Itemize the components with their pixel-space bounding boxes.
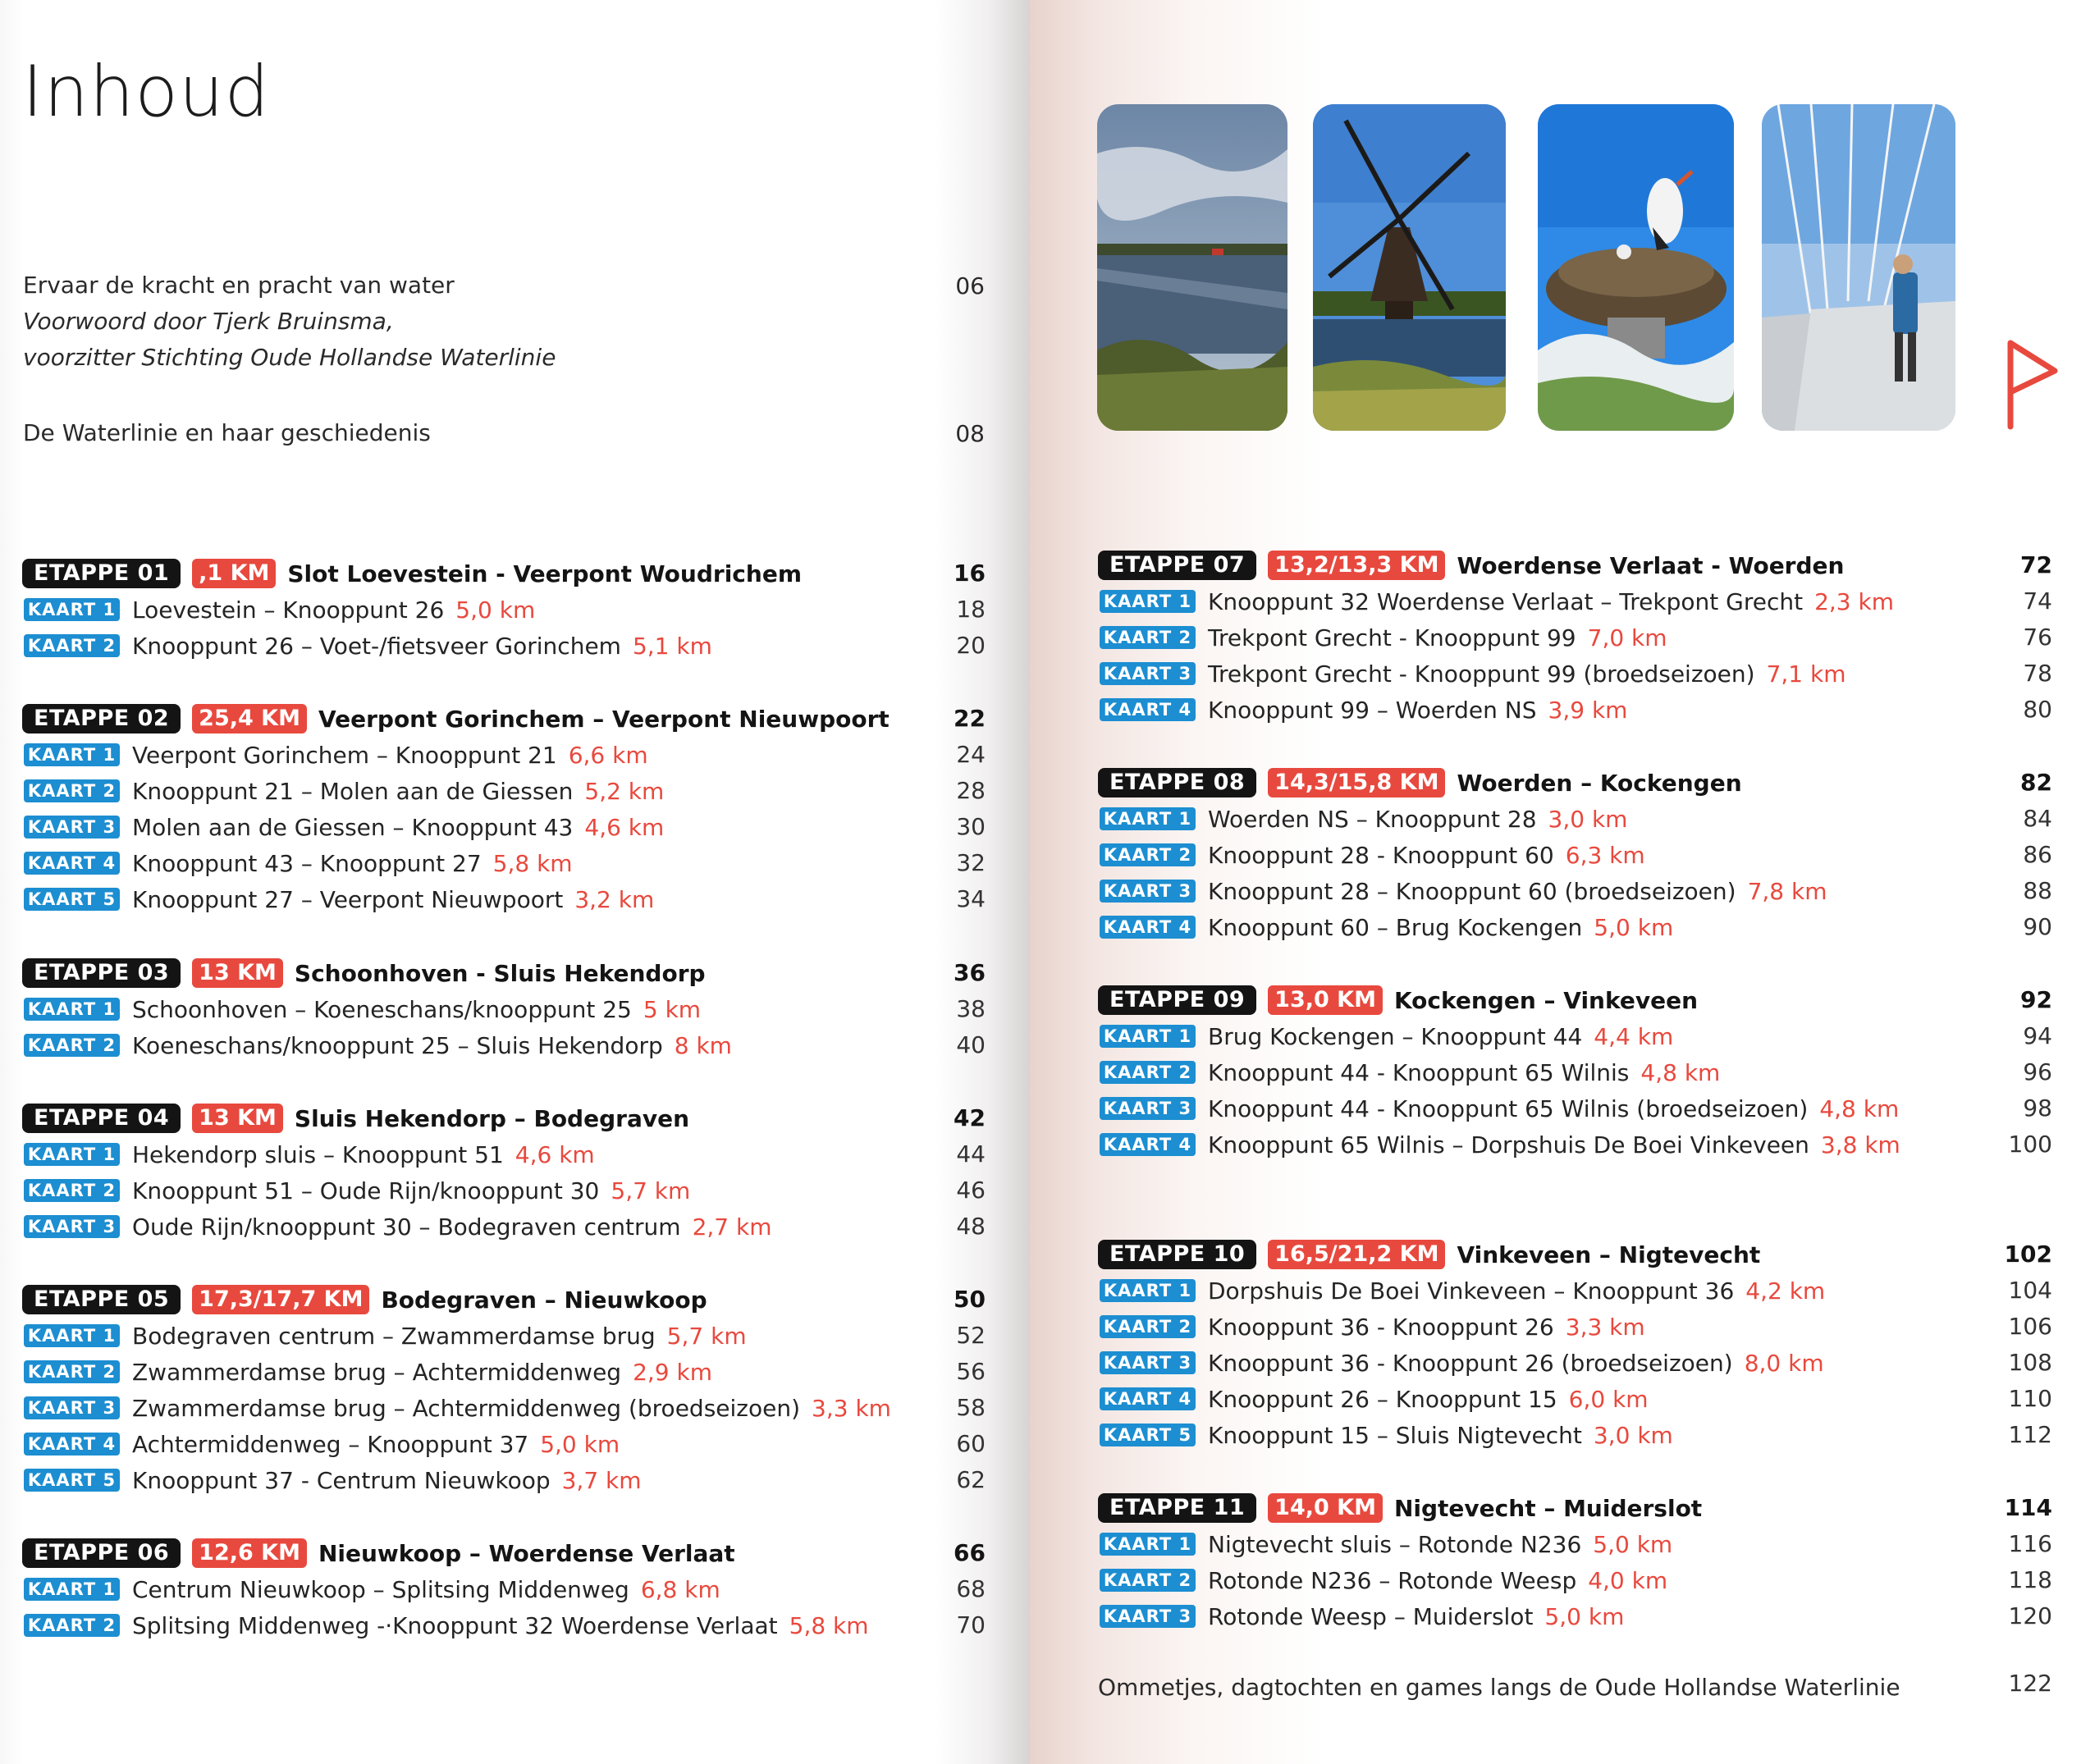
map-distance: 2,7 km	[692, 1213, 772, 1241]
map-row[interactable]	[1100, 1021, 1673, 1051]
map-row[interactable]	[1100, 876, 1827, 906]
map-distance: 3,3 km	[1565, 1313, 1645, 1341]
map-distance: 6,3 km	[1565, 841, 1645, 869]
map-distance: 4,6 km	[584, 813, 665, 841]
map-row[interactable]	[24, 1321, 747, 1350]
etappe-badge: ETAPPE 03	[22, 958, 181, 988]
map-row[interactable]	[1100, 587, 1894, 616]
left-stage-header[interactable]	[22, 1285, 707, 1314]
map-distance: 6,8 km	[640, 1575, 720, 1603]
map-title: Knooppunt 36 - Knooppunt 26 (broedseizoen)	[1208, 1349, 1733, 1377]
map-title: Schoonhoven – Koeneschans/knooppunt 25	[132, 995, 632, 1023]
distance-badge: 17,3/17,7 KM	[192, 1285, 369, 1314]
stage-title: Nigtevecht – Muiderslot	[1393, 1494, 1703, 1522]
left-stage-header[interactable]	[22, 1538, 735, 1568]
kaart-badge: KAART 3	[1100, 1605, 1196, 1628]
kaart-badge: KAART 3	[24, 1215, 120, 1238]
map-page-number: 62	[956, 1466, 986, 1493]
map-page-number: 74	[2023, 587, 2052, 615]
map-row[interactable]	[1100, 1420, 1673, 1450]
map-distance: 5,8 km	[492, 849, 573, 877]
kaart-badge: KAART 2	[1100, 1061, 1196, 1084]
map-row[interactable]	[24, 1393, 891, 1423]
map-row[interactable]	[1100, 1384, 1649, 1414]
map-title: Knooppunt 99 – Woerden NS	[1208, 696, 1537, 724]
distance-badge: 16,5/21,2 KM	[1268, 1240, 1445, 1269]
map-distance: 4,8 km	[1819, 1095, 1900, 1122]
map-distance: 5,8 km	[789, 1611, 869, 1639]
map-title: Molen aan de Giessen – Knooppunt 43	[132, 813, 574, 841]
outro-item[interactable]: Ommetjes, dagtochten en games langs de Oude Hollandse Waterlinie	[1098, 1674, 1900, 1701]
stork-nest-photo	[1538, 104, 1734, 431]
kaart-badge: KAART 2	[24, 779, 120, 802]
map-row[interactable]	[24, 1140, 595, 1169]
kaart-badge: KAART 1	[24, 1578, 120, 1601]
distance-badge: 14,3/15,8 KM	[1268, 768, 1445, 797]
map-title: Rotonde N236 – Rotonde Weesp	[1208, 1566, 1577, 1594]
map-distance: 8 km	[674, 1031, 732, 1059]
kaart-badge: KAART 4	[24, 1433, 120, 1456]
map-title: Trekpont Grecht - Knooppunt 99 (broedseizoen)	[1208, 660, 1755, 688]
map-page-number: 90	[2023, 913, 2052, 940]
map-row[interactable]	[24, 1574, 720, 1604]
kaart-badge: KAART 5	[1100, 1424, 1196, 1446]
map-distance: 5,0 km	[1594, 913, 1674, 941]
right-stage-header[interactable]	[1098, 768, 1742, 797]
etappe-badge: ETAPPE 04	[22, 1104, 181, 1133]
map-title: Knooppunt 51 – Oude Rijn/knooppunt 30	[132, 1177, 600, 1204]
map-row[interactable]	[24, 776, 664, 806]
right-stage-header[interactable]	[1098, 985, 1698, 1015]
map-row[interactable]	[1100, 840, 1645, 870]
kaart-badge: KAART 4	[24, 852, 120, 875]
map-row[interactable]	[24, 1611, 869, 1640]
map-row[interactable]	[24, 631, 712, 660]
map-row[interactable]	[1100, 1276, 1825, 1305]
kaart-badge: KAART 5	[24, 888, 120, 911]
map-title: Knooppunt 32 Woerdense Verlaat – Trekpont Grecht	[1208, 587, 1804, 615]
map-distance: 5,7 km	[666, 1322, 747, 1350]
distance-badge: 13,2/13,3 KM	[1268, 551, 1445, 580]
map-row[interactable]	[1100, 1602, 1624, 1631]
map-distance: 3,2 km	[574, 885, 655, 913]
distance-badge: 13 KM	[192, 958, 283, 988]
stage-page-number: 82	[2020, 769, 2052, 796]
flag-icon	[2004, 336, 2061, 431]
map-page-number: 88	[2023, 877, 2052, 904]
map-title: Splitsing Middenweg -·Knooppunt 32 Woerdense Verlaat	[132, 1611, 778, 1639]
map-page-number: 70	[956, 1611, 986, 1638]
map-row[interactable]	[24, 1357, 712, 1387]
kaart-badge: KAART 2	[24, 1614, 120, 1637]
kaart-badge: KAART 4	[1100, 1387, 1196, 1410]
map-row[interactable]	[1100, 1529, 1672, 1559]
map-page-number: 40	[956, 1031, 986, 1058]
map-title: Knooppunt 65 Wilnis – Dorpshuis De Boei Vinkeveen	[1208, 1131, 1809, 1158]
stage-title: Kockengen – Vinkeveen	[1393, 986, 1698, 1014]
distance-badge: ,1 KM	[192, 559, 276, 588]
stage-page-number: 36	[954, 959, 986, 986]
stage-page-number: 22	[954, 705, 986, 732]
map-distance: 2,3 km	[1814, 587, 1895, 615]
map-page-number: 78	[2023, 660, 2052, 687]
map-page-number: 68	[956, 1575, 986, 1602]
kaart-badge: KAART 3	[1100, 880, 1196, 903]
kaart-badge: KAART 3	[24, 1396, 120, 1419]
map-distance: 4,2 km	[1745, 1277, 1826, 1305]
map-page-number: 56	[956, 1358, 986, 1385]
stage-title: Woerdense Verlaat - Woerden	[1457, 551, 1845, 579]
map-row[interactable]	[24, 1176, 690, 1205]
etappe-badge: ETAPPE 08	[1098, 768, 1256, 797]
distance-badge: 13,0 KM	[1268, 985, 1383, 1015]
stage-page-number: 42	[954, 1104, 986, 1131]
river-boat-photo	[1097, 104, 1287, 431]
left-stage-header[interactable]	[22, 958, 706, 988]
outro-page-number: 122	[2008, 1670, 2052, 1697]
map-title: Hekendorp sluis – Knooppunt 51	[132, 1140, 504, 1168]
map-page-number: 118	[2008, 1566, 2052, 1593]
stage-page-number: 66	[954, 1539, 986, 1566]
distance-badge: 14,0 KM	[1268, 1493, 1383, 1523]
map-distance: 3,0 km	[1593, 1421, 1673, 1449]
map-row[interactable]	[1100, 623, 1667, 652]
map-title: Knooppunt 60 – Brug Kockengen	[1208, 913, 1583, 941]
etappe-badge: ETAPPE 01	[22, 559, 181, 588]
map-row[interactable]	[24, 595, 535, 624]
map-row[interactable]	[24, 1429, 620, 1459]
map-title: Zwammerdamse brug – Achtermiddenweg (broedseizoen)	[132, 1394, 801, 1422]
etappe-badge: ETAPPE 09	[1098, 985, 1256, 1015]
map-page-number: 106	[2008, 1313, 2052, 1340]
map-page-number: 32	[956, 849, 986, 876]
map-title: Bodegraven centrum – Zwammerdamse brug	[132, 1322, 656, 1350]
map-title: Trekpont Grecht - Knooppunt 99	[1208, 624, 1576, 651]
intro-item-subtitle: Voorwoord door Tjerk Bruinsma,	[23, 308, 394, 335]
map-title: Knooppunt 36 - Knooppunt 26	[1208, 1313, 1554, 1341]
map-page-number: 112	[2008, 1421, 2052, 1448]
stage-page-number: 16	[954, 560, 986, 587]
map-page-number: 96	[2023, 1058, 2052, 1085]
stage-page-number: 102	[2004, 1241, 2052, 1268]
map-page-number: 38	[956, 995, 986, 1022]
stage-title: Nieuwkoop – Woerdense Verlaat	[318, 1539, 735, 1567]
map-page-number: 76	[2023, 624, 2052, 651]
etappe-badge: ETAPPE 05	[22, 1285, 181, 1314]
map-distance: 7,8 km	[1747, 877, 1827, 905]
etappe-badge: ETAPPE 02	[22, 704, 181, 733]
map-title: Rotonde Weesp – Muiderslot	[1208, 1602, 1534, 1630]
map-distance: 4,6 km	[515, 1140, 595, 1168]
left-stage-header[interactable]	[22, 704, 890, 733]
etappe-badge: ETAPPE 06	[22, 1538, 181, 1568]
map-title: Brug Kockengen – Knooppunt 44	[1208, 1022, 1583, 1050]
map-distance: 2,9 km	[633, 1358, 712, 1386]
kaart-badge: KAART 3	[1100, 1097, 1196, 1120]
stage-title: Bodegraven – Nieuwkoop	[381, 1286, 707, 1314]
etappe-badge: ETAPPE 07	[1098, 551, 1256, 580]
map-page-number: 48	[956, 1213, 986, 1240]
map-title: Knooppunt 26 – Knooppunt 15	[1208, 1385, 1557, 1413]
map-title: Veerpont Gorinchem – Knooppunt 21	[132, 741, 557, 769]
stage-title: Sluis Hekendorp – Bodegraven	[294, 1104, 690, 1132]
map-row[interactable]	[1100, 1058, 1720, 1087]
kaart-badge: KAART 1	[24, 598, 120, 621]
kaart-badge: KAART 1	[1100, 807, 1196, 830]
right-stage-header[interactable]	[1098, 1493, 1702, 1523]
left-page	[0, 0, 1030, 1764]
map-title: Loevestein – Knooppunt 26	[132, 596, 445, 624]
kaart-badge: KAART 3	[1100, 1351, 1196, 1374]
map-page-number: 46	[956, 1177, 986, 1204]
map-distance: 3,7 km	[561, 1466, 642, 1494]
kaart-badge: KAART 1	[1100, 1025, 1196, 1048]
map-row[interactable]	[1100, 912, 1673, 942]
kaart-badge: KAART 4	[1100, 1133, 1196, 1156]
intro-item-subtitle: voorzitter Stichting Oude Hollandse Waterlinie	[23, 344, 556, 371]
kaart-badge: KAART 4	[1100, 916, 1196, 939]
map-page-number: 44	[956, 1140, 986, 1168]
kaart-badge: KAART 1	[1100, 590, 1196, 613]
bridge-walker-photo	[1762, 104, 1955, 431]
map-title: Knooppunt 26 – Voet-/fietsveer Gorinchem	[132, 632, 621, 660]
map-distance: 5,0 km	[540, 1430, 620, 1458]
kaart-badge: KAART 3	[1100, 662, 1196, 685]
map-distance: 3,0 km	[1548, 805, 1628, 833]
map-row[interactable]	[1100, 659, 1845, 688]
kaart-badge: KAART 2	[1100, 1569, 1196, 1592]
stage-title: Schoonhoven - Sluis Hekendorp	[294, 959, 706, 987]
stage-title: Slot Loevestein - Veerpont Woudrichem	[287, 560, 802, 587]
map-page-number: 100	[2008, 1131, 2052, 1158]
intro-page-number: 06	[955, 272, 985, 299]
map-page-number: 52	[956, 1322, 986, 1349]
etappe-badge: ETAPPE 11	[1098, 1493, 1256, 1523]
map-page-number: 80	[2023, 696, 2052, 723]
left-stage-header[interactable]	[22, 559, 802, 588]
map-title: Zwammerdamse brug – Achtermiddenweg	[132, 1358, 622, 1386]
intro-item-2[interactable]	[23, 415, 431, 451]
map-row[interactable]	[24, 1465, 642, 1495]
map-row[interactable]	[24, 848, 573, 878]
map-page-number: 60	[956, 1430, 986, 1457]
map-distance: 5,0 km	[1593, 1530, 1673, 1558]
kaart-badge: KAART 1	[1100, 1279, 1196, 1302]
map-title: Koeneschans/knooppunt 25 – Sluis Hekendorp	[132, 1031, 663, 1059]
map-distance: 8,0 km	[1744, 1349, 1824, 1377]
kaart-badge: KAART 1	[24, 1324, 120, 1347]
map-row[interactable]	[1100, 1094, 1899, 1123]
map-distance: 5,1 km	[632, 632, 712, 660]
kaart-badge: KAART 1	[24, 1143, 120, 1166]
map-distance: 5,0 km	[1544, 1602, 1625, 1630]
map-title: Knooppunt 37 - Centrum Nieuwkoop	[132, 1466, 551, 1494]
kaart-badge: KAART 5	[24, 1469, 120, 1492]
stage-title: Vinkeveen – Nigtevecht	[1457, 1241, 1761, 1268]
kaart-badge: KAART 1	[24, 743, 120, 766]
intro-page-number: 08	[955, 420, 985, 447]
map-distance: 7,0 km	[1587, 624, 1667, 651]
map-distance: 3,8 km	[1820, 1131, 1900, 1158]
map-page-number: 108	[2008, 1349, 2052, 1376]
map-distance: 4,4 km	[1594, 1022, 1674, 1050]
left-stage-header[interactable]	[22, 1104, 689, 1133]
kaart-badge: KAART 3	[24, 816, 120, 839]
map-row[interactable]	[1100, 1130, 1900, 1159]
kaart-badge: KAART 4	[1100, 698, 1196, 721]
page-title: Inhoud	[22, 51, 271, 133]
stage-page-number: 92	[2020, 986, 2052, 1013]
map-page-number: 58	[956, 1394, 986, 1421]
map-row[interactable]	[1100, 1565, 1667, 1595]
map-title: Nigtevecht sluis – Rotonde N236	[1208, 1530, 1582, 1558]
map-page-number: 98	[2023, 1095, 2052, 1122]
map-title: Knooppunt 28 - Knooppunt 60	[1208, 841, 1554, 869]
map-row[interactable]	[24, 1031, 732, 1060]
map-distance: 5 km	[643, 995, 702, 1023]
map-page-number: 28	[956, 777, 986, 804]
map-page-number: 94	[2023, 1022, 2052, 1049]
stage-title: Veerpont Gorinchem – Veerpont Nieuwpoort	[318, 705, 890, 733]
kaart-badge: KAART 2	[1100, 626, 1196, 649]
intro-item-1[interactable]	[23, 267, 556, 376]
map-page-number: 116	[2008, 1530, 2052, 1557]
map-page-number: 110	[2008, 1385, 2052, 1412]
map-distance: 5,2 km	[584, 777, 665, 805]
map-title: Knooppunt 28 – Knooppunt 60 (broedseizoen)	[1208, 877, 1736, 905]
map-distance: 3,9 km	[1548, 696, 1628, 724]
kaart-badge: KAART 2	[24, 1179, 120, 1202]
map-row[interactable]	[1100, 695, 1627, 724]
map-title: Oude Rijn/knooppunt 30 – Bodegraven centrum	[132, 1213, 681, 1241]
map-row[interactable]	[24, 812, 664, 842]
map-title: Centrum Nieuwkoop – Splitsing Middenweg	[132, 1575, 629, 1603]
intro-item-title: Ervaar de kracht en pracht van water	[23, 272, 455, 299]
right-stage-header[interactable]	[1098, 1240, 1760, 1269]
map-row[interactable]	[1100, 1348, 1824, 1378]
kaart-badge: KAART 2	[24, 1034, 120, 1057]
map-page-number: 34	[956, 885, 986, 912]
kaart-badge: KAART 1	[24, 998, 120, 1021]
distance-badge: 25,4 KM	[192, 704, 307, 733]
map-row[interactable]	[24, 994, 701, 1024]
map-distance: 4,0 km	[1588, 1566, 1668, 1594]
kaart-badge: KAART 1	[1100, 1533, 1196, 1556]
map-page-number: 104	[2008, 1277, 2052, 1304]
distance-badge: 13 KM	[192, 1104, 283, 1133]
map-row[interactable]	[24, 740, 648, 770]
map-title: Dorpshuis De Boei Vinkeveen – Knooppunt 36	[1208, 1277, 1735, 1305]
right-stage-header[interactable]	[1098, 551, 1844, 580]
map-title: Woerden NS – Knooppunt 28	[1208, 805, 1537, 833]
map-row[interactable]	[1100, 804, 1627, 834]
map-page-number: 20	[956, 632, 986, 659]
kaart-badge: KAART 2	[24, 1360, 120, 1383]
map-distance: 5,7 km	[611, 1177, 691, 1204]
map-title: Knooppunt 27 – Veerpont Nieuwpoort	[132, 885, 564, 913]
map-distance: 5,0 km	[455, 596, 536, 624]
intro-item-title: De Waterlinie en haar geschiedenis	[23, 419, 431, 446]
right-page	[1030, 0, 2081, 1764]
map-page-number: 86	[2023, 841, 2052, 868]
map-row[interactable]	[1100, 1312, 1645, 1341]
map-row[interactable]	[24, 1212, 771, 1241]
map-distance: 6,6 km	[568, 741, 648, 769]
etappe-badge: ETAPPE 10	[1098, 1240, 1256, 1269]
map-page-number: 24	[956, 741, 986, 768]
kaart-badge: KAART 2	[1100, 843, 1196, 866]
map-title: Knooppunt 15 – Sluis Nigtevecht	[1208, 1421, 1582, 1449]
map-distance: 4,8 km	[1640, 1058, 1721, 1086]
map-title: Achtermiddenweg – Knooppunt 37	[132, 1430, 529, 1458]
kaart-badge: KAART 2	[1100, 1315, 1196, 1338]
map-distance: 3,3 km	[812, 1394, 891, 1422]
map-page-number: 18	[956, 596, 986, 623]
map-title: Knooppunt 21 – Molen aan de Giessen	[132, 777, 574, 805]
map-page-number: 30	[956, 813, 986, 840]
stage-page-number: 72	[2020, 551, 2052, 578]
map-page-number: 84	[2023, 805, 2052, 832]
map-distance: 7,1 km	[1766, 660, 1846, 688]
map-row[interactable]	[24, 884, 654, 914]
map-title: Knooppunt 44 - Knooppunt 65 Wilnis (broedseizoen)	[1208, 1095, 1809, 1122]
stage-page-number: 50	[954, 1286, 986, 1313]
map-distance: 6,0 km	[1568, 1385, 1649, 1413]
stage-title: Woerden – Kockengen	[1457, 769, 1742, 797]
map-page-number: 120	[2008, 1602, 2052, 1629]
kaart-badge: KAART 2	[24, 634, 120, 657]
windmill-photo	[1313, 104, 1506, 431]
distance-badge: 12,6 KM	[192, 1538, 307, 1568]
stage-page-number: 114	[2004, 1494, 2052, 1521]
map-title: Knooppunt 44 - Knooppunt 65 Wilnis	[1208, 1058, 1630, 1086]
map-title: Knooppunt 43 – Knooppunt 27	[132, 849, 482, 877]
